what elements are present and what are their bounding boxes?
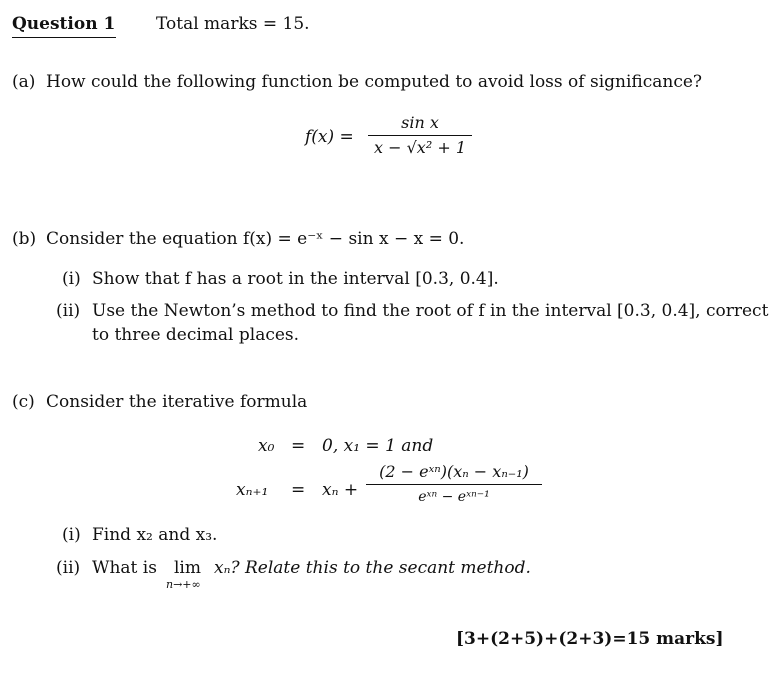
part-b-item-ii-line1: Use the Newton’s method to find the root of f in the interval [0.3, 0.4], correct — [92, 301, 769, 321]
formula-row2-rhs: xₙ + — [322, 480, 359, 500]
limit-operator: lim — [174, 558, 201, 578]
part-c-denominator: eˣⁿ − eˣⁿ⁻¹ — [418, 489, 490, 505]
question-underline — [12, 37, 116, 38]
limit-subscript: n→+∞ — [166, 578, 201, 591]
part-c-numerator: (2 − eˣⁿ)(xₙ − xₙ₋₁) — [379, 462, 529, 481]
formula-row2-lhs: xₙ₊₁ — [236, 480, 269, 500]
formula-row2-eq: = — [291, 480, 306, 500]
part-c-text: Consider the iterative formula — [46, 392, 308, 412]
part-c-item-ii-post: xₙ? Relate this to the secant method. — [214, 558, 531, 578]
part-b-item-i: Show that f has a root in the interval [0.3, 0.4]. — [92, 269, 499, 289]
part-a-label: (a) — [12, 72, 36, 92]
part-c-label: (c) — [12, 392, 35, 412]
part-c-item-i: Find x₂ and x₃. — [92, 525, 218, 545]
total-marks: Total marks = 15. — [156, 14, 310, 34]
fraction-bar — [368, 135, 472, 136]
part-b-label: (b) — [12, 229, 37, 249]
part-b-item-ii-label: (ii) — [56, 301, 81, 321]
question-label: Question 1 — [12, 14, 116, 34]
total-marks-breakdown: [3+(2+5)+(2+3)=15 marks] — [456, 629, 724, 649]
part-a-numerator: sin x — [401, 113, 439, 132]
part-a-formula-lhs: f(x) = — [305, 127, 354, 147]
part-b-text: Consider the equation f(x) = e⁻ˣ − sin x − x = 0. — [46, 229, 465, 249]
part-b-item-ii-line2: to three decimal places. — [92, 325, 300, 345]
formula-row1-lhs: x₀ — [258, 436, 275, 456]
fraction-bar — [366, 484, 542, 485]
part-b-item-i-label: (i) — [62, 269, 81, 289]
part-c-item-i-label: (i) — [62, 525, 81, 545]
formula-row1-eq: = — [291, 436, 306, 456]
part-c-fraction — [366, 462, 542, 507]
part-a-denominator: x − √x² + 1 — [374, 138, 466, 157]
part-c-item-ii-label: (ii) — [56, 558, 81, 578]
part-a-fraction — [368, 113, 472, 158]
part-c-item-ii-pre: What is — [92, 558, 157, 578]
part-a-text: How could the following function be computed to avoid loss of significance? — [46, 72, 703, 92]
formula-row1-rhs: 0, x₁ = 1 and — [322, 436, 434, 456]
